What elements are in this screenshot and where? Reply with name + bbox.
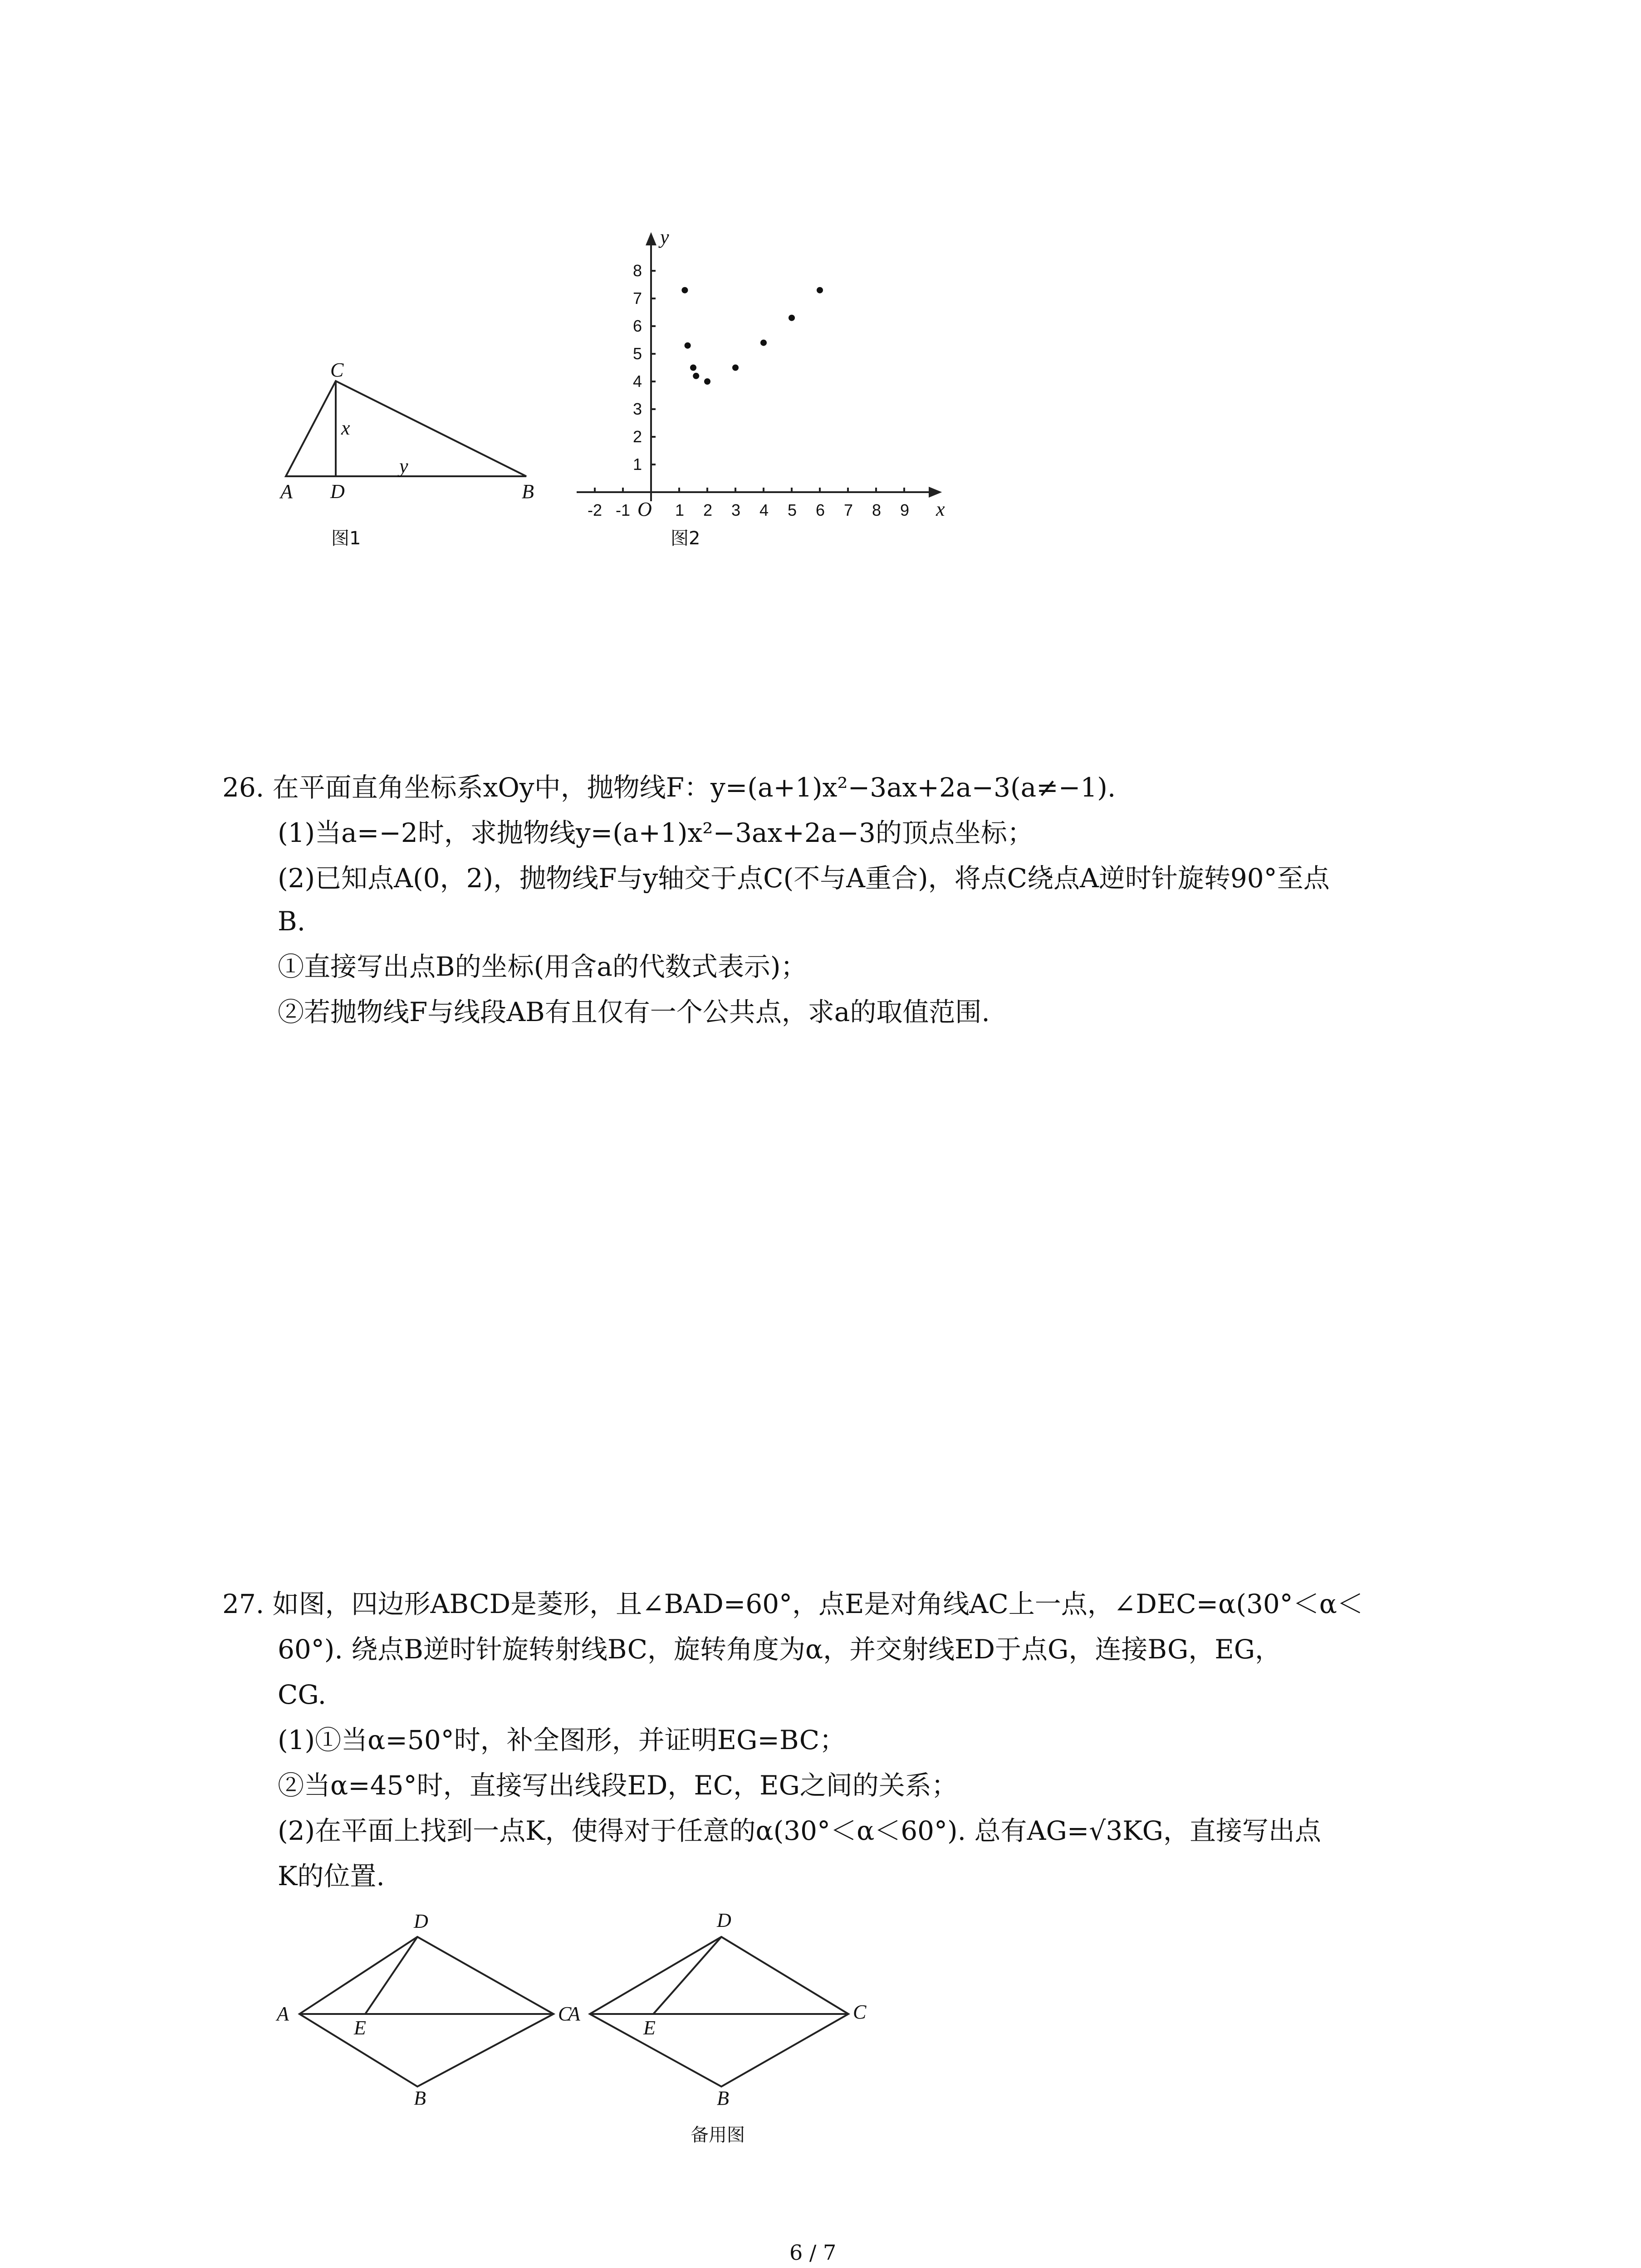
data-point	[789, 315, 795, 321]
y-axis-label: y	[660, 226, 669, 248]
q26-sub2: ②若抛物线F与线段AB有且仅有一个公共点，求a的取值范围.	[278, 997, 990, 1027]
label-y: y	[399, 455, 408, 477]
x-tick-label: 4	[759, 501, 769, 519]
x-axis-label: x	[936, 498, 945, 520]
data-point	[690, 365, 696, 371]
q26-stem: 26. 在平面直角坐标系xOy中，抛物线F：y=(a+1)x²−3ax+2a−3(a≠−1).	[222, 772, 1116, 803]
label-d: D	[717, 1909, 731, 1931]
x-tick-label: -1	[616, 501, 631, 519]
y-tick-label: 8	[633, 261, 642, 280]
y-axis-arrow	[647, 235, 655, 244]
figure-2-scatter-chart	[563, 213, 953, 558]
x-tick-label: 8	[872, 501, 882, 519]
x-tick-label: 6	[816, 501, 825, 519]
x-tick-label: 3	[731, 501, 741, 519]
label-e: E	[643, 2017, 656, 2039]
q27-line6: (2)在平面上找到一点K，使得对于任意的α(30°＜α＜60°). 总有AG=√3KG，直接写出点	[278, 1815, 1321, 1846]
data-point	[693, 373, 699, 379]
x-tick-label: 1	[675, 501, 685, 519]
q27-line5: ②当α=45°时，直接写出线段ED，EC，EG之间的关系；	[278, 1770, 958, 1801]
q26-sub1: ①直接写出点B的坐标(用含a的代数式表示)；	[278, 951, 807, 982]
figure-4-backup-rhombus	[563, 1887, 880, 2159]
data-point	[704, 378, 710, 385]
q26-part1: (1)当a=−2时，求抛物线y=(a+1)x²−3ax+2a−3的顶点坐标；	[278, 817, 1034, 848]
label-a: A	[277, 2003, 289, 2025]
q27-line1: 27. 如图，四边形ABCD是菱形，且∠BAD=60°，点E是对角线AC上一点，∠DEC=α(30°＜α＜	[222, 1589, 1363, 1619]
q27-line3: CG.	[278, 1679, 327, 1710]
x-tick-label: 2	[703, 501, 713, 519]
x-tick-label: 7	[844, 501, 853, 519]
data-point	[817, 287, 823, 293]
data-point	[685, 342, 691, 349]
x-tick-label: -2	[588, 501, 603, 519]
label-c: C	[853, 2001, 867, 2023]
segment-de	[653, 1937, 721, 2014]
x-tick-label: 9	[900, 501, 910, 519]
y-tick-label: 1	[633, 455, 642, 474]
label-b: B	[522, 480, 534, 503]
rhombus-abcd	[590, 1937, 848, 2087]
label-b: B	[717, 2087, 729, 2109]
figure-1-caption: 图1	[331, 528, 361, 549]
y-tick-label: 2	[633, 427, 642, 446]
label-a: A	[280, 480, 293, 503]
x-tick-label: 5	[788, 501, 797, 519]
y-tick-label: 7	[633, 289, 642, 308]
label-c: C	[330, 359, 344, 381]
label-d: D	[330, 480, 345, 503]
figure-3-rhombus	[268, 1896, 585, 2105]
y-tick-label: 4	[633, 372, 642, 391]
x-axis-arrow	[930, 488, 940, 496]
origin-label: O	[637, 498, 652, 520]
label-e: E	[354, 2017, 366, 2039]
data-point	[760, 340, 767, 346]
y-tick-label: 6	[633, 317, 642, 335]
data-point	[732, 365, 739, 371]
label-b: B	[414, 2087, 426, 2105]
q27-line2: 60°). 绕点B逆时针旋转射线BC，旋转角度为α，并交射线ED于点G，连接BG，EG，	[278, 1634, 1282, 1665]
q27-line4: (1)①当α=50°时，补全图形，并证明EG=BC；	[278, 1725, 846, 1755]
label-c: C	[558, 2003, 572, 2025]
segment-de	[365, 1937, 417, 2014]
label-d: D	[414, 1910, 428, 1932]
figure-4-caption: 备用图	[691, 2125, 745, 2146]
data-point	[681, 287, 688, 293]
label-x: x	[341, 417, 350, 439]
q27-line7: K的位置.	[278, 1861, 385, 1892]
q26-part2-line2: B.	[278, 906, 306, 937]
y-tick-label: 3	[633, 400, 642, 418]
y-tick-label: 5	[633, 344, 642, 363]
label-a: A	[568, 2003, 580, 2025]
page-number: 6 / 7	[789, 2240, 837, 2265]
figure-1-triangle	[263, 354, 563, 553]
rhombus-abcd	[299, 1937, 554, 2087]
q26-part2-line1: (2)已知点A(0，2)，抛物线F与y轴交于点C(不与A重合)，将点C绕点A逆时针旋转90°至点	[278, 863, 1330, 894]
figure-2-caption: 图2	[671, 528, 700, 549]
